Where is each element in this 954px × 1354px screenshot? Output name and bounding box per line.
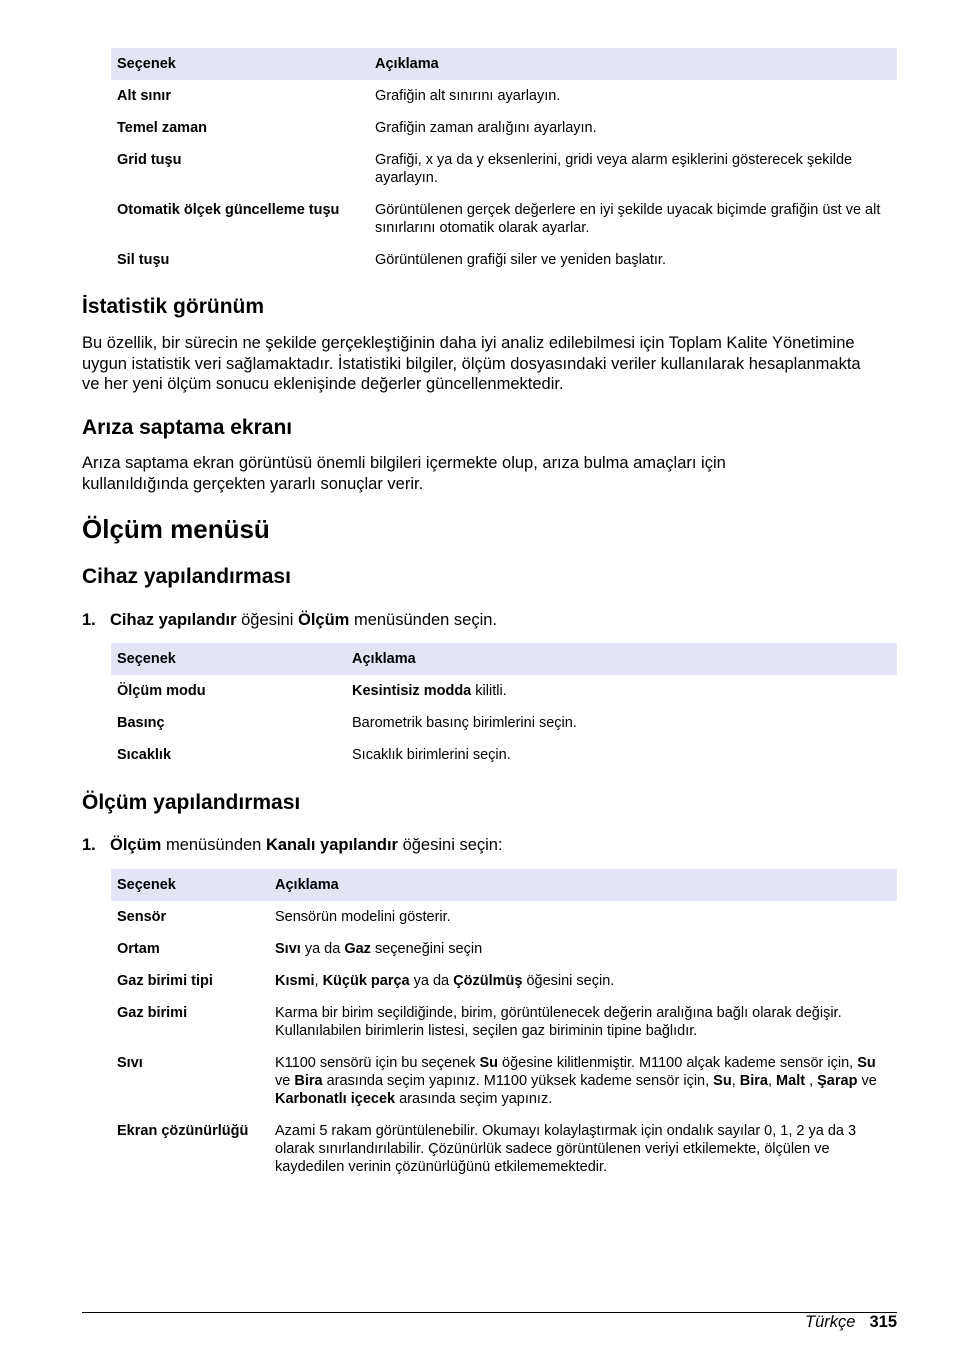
column-header: Seçenek [111,48,369,80]
description-text: seçeneğini seçin [370,941,483,957]
table-row [111,707,897,739]
description-text: öğesini seçin. [522,973,615,989]
column-header: Seçenek [111,869,269,901]
chapter-heading-olcum-menusu: Ölçüm menüsü [82,514,270,544]
option-description: Görüntülenen gerçek değerlere en iyi şekilde uyacak biçimde grafiğin üst ve alt sınırlarını otomatik olarak ayarlar. [375,202,881,236]
option-description: Sensörün modelini gösterir. [275,909,451,925]
choice-name: Sıvı [275,941,301,957]
description-text: kilitli. [471,683,507,699]
description-text: arasında seçim yapınız. M1100 yüksek kademe sensör için, [322,1073,714,1089]
option-description [346,675,897,707]
description-text: ve [857,1073,877,1089]
table-row [111,901,897,933]
description-text: K1100 sensörü için bu seçenek [275,1055,480,1071]
choice-name: Su [479,1055,499,1071]
section-heading-istatistik: İstatistik görünüm [82,295,265,318]
istatistik-paragraph: Bu özellik, bir sürecin ne şekilde gerçekleştiğinin daha iyi analiz edilebilmesi için Toplam Kalite Yönetimine uygun istatistik veri sağlamaktadır. İstatistiki bilgiler, ölçüm dosyasındaki veriler kullanılarak hesaplanmakta ve her yeni ölçüm sonucu eklenişinde değerler güncellenmektedir. [82,334,861,393]
option-description: Azami 5 rakam görüntülenebilir. Okumayı kolaylaştırmak için ondalık sayılar 0, 1, 2 ya da 3 olarak sınırlandırılabilir. Çözünürlük sadece görüntülenen veriyi etkilemekte, ölçülen ve kaydedilen verinin çözünürlüğünü etkilememektedir. [275,1123,857,1175]
column-header: Açıklama [269,869,897,901]
description-text: , [767,1073,777,1089]
option-name: Temel zaman [117,120,207,136]
option-name: Ortam [117,941,160,957]
page-footer [805,1312,897,1332]
section-heading-ariza: Arıza saptama ekranı [82,416,293,439]
choice-name: Şarap [817,1073,858,1089]
step-number: 1. [82,836,96,854]
table-row [111,933,897,965]
option-description: Sıcaklık birimlerini seçin. [352,747,511,763]
footer-language: Türkçe [805,1313,856,1331]
option-description: Görüntülenen grafiği siler ve yeniden başlatır. [375,252,666,268]
column-header: Açıklama [346,643,897,675]
table-row [111,80,897,112]
description-text: ya da [409,973,454,989]
graph-options-table [111,48,897,276]
choice-name: Malt [776,1073,806,1089]
table-row [111,965,897,997]
menu-ref: Ölçüm [298,611,350,629]
option-description [269,1047,897,1115]
olcum-step [82,835,503,855]
description-text: öğesine kilitlenmiştir. M1100 alçak kademe sensör için, [498,1055,858,1071]
option-name: Gaz birimi [117,1005,188,1021]
choice-name: Gaz [344,941,371,957]
cihaz-step [82,610,497,630]
choice-name: Çözülmüş [453,973,523,989]
description-text: ya da [300,941,345,957]
option-name: Gaz birimi tipi [117,973,213,989]
option-description: Grafiği, x ya da y eksenlerini, gridi veya alarm eşiklerini gösterecek şekilde ayarlayın. [375,152,853,186]
description-text: arasında seçim yapınız. [395,1091,553,1107]
description-text: , [731,1073,740,1089]
table-header-row [111,643,897,675]
column-header: Seçenek [111,643,346,675]
device-config-table [111,643,897,771]
table-row [111,1115,897,1183]
option-name: Sensör [117,909,167,925]
choice-name: Küçük parça [322,973,410,989]
option-description: Barometrik basınç birimlerini seçin. [352,715,577,731]
menu-item-ref: Kanalı yapılandır [265,836,398,854]
menu-item-ref: Cihaz yapılandır [110,611,237,629]
description-text: , [314,973,323,989]
option-name: Ölçüm modu [117,683,206,699]
description-text: , [805,1073,818,1089]
page-number: 315 [869,1313,897,1331]
option-name: Ekran çözünürlüğü [117,1123,249,1139]
table-row [111,997,897,1047]
option-description: Grafiğin alt sınırını ayarlayın. [375,88,561,104]
section-heading-cihaz: Cihaz yapılandırması [82,565,291,588]
table-row [111,739,897,771]
option-description: Karma bir birim seçildiğinde, birim, görüntülenecek değerin aralığına bağlı olarak değişir. Kullanılabilen birimlerin listesi, seçilen gaz biriminin tipine bağlıdır. [275,1005,842,1039]
step-text: öğesini [236,611,298,629]
table-row [111,112,897,144]
table-header-row [111,48,897,80]
option-description: Grafiğin zaman aralığını ayarlayın. [375,120,597,136]
option-name: Basınç [117,715,165,731]
choice-name: Bira [294,1073,323,1089]
option-name: Alt sınır [117,88,171,104]
option-description [269,933,897,965]
description-text: ve [275,1073,295,1089]
option-name: Sıvı [117,1055,143,1071]
choice-name: Kısmi [275,973,315,989]
choice-name: Su [713,1073,732,1089]
option-description [269,965,897,997]
step-text: öğesini seçin: [397,836,503,854]
table-row [111,194,897,244]
menu-ref: Ölçüm [110,836,162,854]
table-header-row [111,869,897,901]
column-header: Açıklama [369,48,897,80]
option-name: Sıcaklık [117,747,172,763]
option-name: Otomatik ölçek güncelleme tuşu [117,202,340,218]
step-text: menüsünden seçin. [349,611,498,629]
step-text: menüsünden [161,836,266,854]
option-name: Grid tuşu [117,152,182,168]
section-heading-olcum-yapilandirmasi: Ölçüm yapılandırması [82,791,301,814]
mode-name: Kesintisiz modda [352,683,472,699]
footer-divider [82,1312,897,1313]
step-number: 1. [82,611,96,629]
ariza-paragraph: Arıza saptama ekran görüntüsü önemli bilgileri içermekte olup, arıza bulma amaçları için kullanıldığında gerçekten yararlı sonuçlar verir. [82,454,726,493]
option-name: Sil tuşu [117,252,170,268]
table-row [111,1047,897,1115]
choice-name: Bira [739,1073,768,1089]
channel-config-table [111,869,897,1183]
choice-name: Su [857,1055,876,1071]
choice-name: Karbonatlı içecek [275,1091,396,1107]
table-row [111,675,897,707]
table-row [111,144,897,194]
table-row [111,244,897,276]
